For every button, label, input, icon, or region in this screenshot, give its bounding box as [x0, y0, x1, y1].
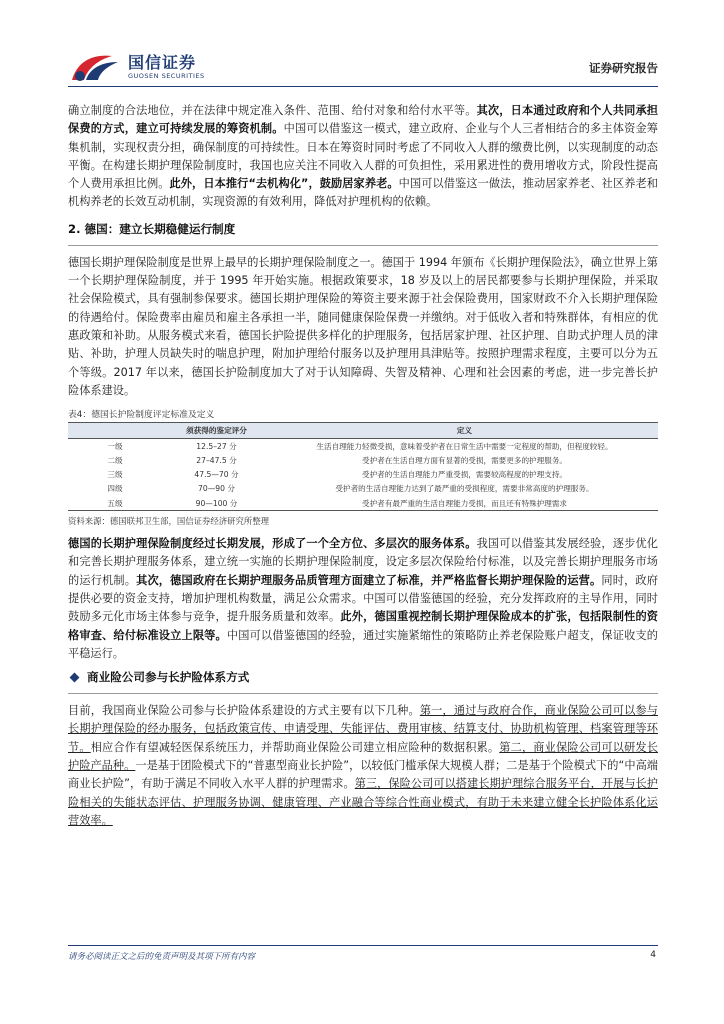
diamond-bullet-icon [70, 672, 80, 682]
table-cell: 27–47.5 分 [196, 455, 237, 465]
logo-chinese-name: 国信证券 [128, 53, 197, 72]
underlined-text: 第三，保险公司可以搭建长期护理综合服务平台，开展与长护险相关的失能状态评估、护理服务协调、健康管理、产业融合等综合性商业模式，有助于未来建立健全长护险体系化运营效率。 [68, 777, 658, 827]
bold-text: 德国的长期护理保险制度经过长期发展，形成了一个全方位、多层次的服务体系。 [68, 537, 477, 551]
text-span: 中国可以借鉴这一做法，推动居家养老、社区养老和机构养老的长效互动机制，实现资源的有效利用，降低对护理机构的依赖。 [68, 177, 658, 209]
table-title: 表4：德国长护险制度评定标准及定义 [68, 410, 215, 421]
table-header-cell [68, 423, 162, 439]
table-cell: 三级 [107, 470, 123, 480]
logo-english-name: GUOSEN SECURITIES [128, 72, 205, 80]
table-row [68, 453, 658, 467]
footer-divider [68, 945, 658, 946]
report-type-label: 证券研究报告 [589, 61, 658, 75]
table-cell: 12.5–27 分 [196, 441, 237, 451]
text-span: 确立制度的合法地位，并在法律中规定准入条件、范围、给付对象和给付水平等。 [68, 104, 477, 117]
company-logo [68, 48, 278, 86]
table-cell: 90—100 分 [162, 496, 271, 511]
table-cell: 受护者在生活自理方面有显著的受损，需要更多的护理服务。 [361, 455, 568, 465]
table-row [68, 468, 658, 482]
text-span: 我国可以借鉴其发展经验，逐步优化和完善长期护理服务体系，建立统一实施的长期护理保险制度，设定多层次保险给付标准，以及完善长期护理服务市场的运行机制。 [68, 537, 658, 587]
text-span: 相应合作有望减轻医保系统压力，并帮助商业保险公司建立相应险种的数据积累。 [90, 740, 500, 754]
table-cell: 受护者有最严重的生活自理能力受损，而且还有特殊护理需求 [271, 496, 658, 511]
table-row [68, 482, 658, 496]
germany-intro-paragraph: 德国长期护理保险制度是世界上最早的长期护理保险制度之一。德国于 1994 年颁布《长期护理保险法》，确立世界上第一个长期护理保险制度，并于 1995 年开始实施。根据政策要求，18 岁及以上的居民都要参与长期护理保险，并采取社会保险模式，具有强制参保要求。德国长期护理保险的筹资主要来源于社会保险费用，国家财政不介入长期护理保险的待遇给付。保险费率由雇员和雇主各承担一半，随同健康保险保费一并缴纳。对于低收入者和特殊群体，有相应的优惠政策和补助。从服务模式来看，德国长护险提供多样化的护理服务，包括居家护理、社区护理、自助式护理人员的津贴、补助，护理人员缺失时的喘息护理，附加护理给付服务以及护理用具津贴等。按照护理需求程度，主要可以分为五个等级。2017 年以来，德国长护险制度加大了对于认知障碍、失智及精神、心理和社会因素的考虑，进一步完善长护险体系建设。 [68, 255, 658, 397]
bold-text: 其次，德国政府在长期护理服务品质管理方面建立了标准，并严格监督长期护理保险的运营。 [136, 573, 602, 587]
table-cell: 二级 [107, 455, 123, 465]
bold-text: 其次，日本通过政府和个人共同承担保费的方式，建立可持续发展的筹资机制。 [68, 104, 658, 136]
commercial-insurance-paragraph [68, 702, 658, 830]
table-header-cell: 定义 [271, 423, 658, 439]
table-cell: 受护者的生活自理能力严重受损，需要较高程度的护理支持。 [361, 470, 568, 480]
table-header-cell: 须获得的鉴定评分 [162, 423, 271, 439]
main-content [68, 102, 658, 830]
germany-lessons-paragraph [68, 535, 658, 663]
underlined-text: 第一，通过与政府合作，商业保险公司可以参与长期护理保险的经办服务，包括政策宣传、申请受理、失能评估、费用审核、结算支付、协助机构管理、档案管理等环节。 [68, 704, 658, 754]
page-number: 4 [650, 950, 656, 960]
text-span: 中国可以借鉴德国的经验，通过实施紧缩性的策略防止养老保险账户超支，保证收支的平稳运行。 [68, 628, 658, 660]
table-cell: 五级 [68, 496, 162, 511]
table-cell: 70—90 分 [198, 484, 235, 494]
table-cell: 47.5—70 分 [194, 470, 239, 480]
section-heading-commercial-insurance [68, 669, 658, 685]
text-span: 一是基于团险模式下的“普惠型商业长护险”，以较低门槛承保大规模人群；二是基于个险模式下的“中高端商业长护险”，有助于满足不同收入水平人群的护理需求。 [68, 759, 658, 791]
text-span: 中国可以借鉴这一模式，建立政府、企业与个人三者相结合的多主体资金筹集机制，实现权责分担，确保制度的可持续性。日本在筹资时同时考虑了不同收入人群的缴费比例，以实现制度的动态平衡。在构建长期护理保险制度时，我国也应关注不同收入人群的可负担性，采用累进性的费用增收方式，阶段性提高个人费用承担比例。 [68, 122, 658, 191]
underlined-text: 第二，商业保险公司可以研发长护险产品种。 [68, 740, 658, 773]
header-divider [68, 86, 658, 87]
table-row [68, 439, 658, 454]
section-heading-germany: 2. 德国：建立长期稳健运行制度 [68, 221, 236, 236]
disclaimer-note: 请务必阅读正文之后的免责声明及其项下所有内容 [68, 952, 256, 962]
logo-mark-icon [68, 50, 122, 84]
table-cell: 一级 [107, 441, 123, 451]
bold-text: 此外，日本推行“去机构化”，鼓励居家养老。 [169, 177, 399, 191]
table-cell: 四级 [107, 484, 123, 494]
bold-text: 此外，德国重视控制长期护理保险成本的扩张，包括限制性的资格审查、给付标准设立上限等。 [68, 610, 658, 642]
table-cell: 受护者的生活自理能力达到了最严重的受损程度，需要非常高度的护理服务。 [335, 484, 594, 494]
japan-summary-paragraph [68, 102, 658, 212]
text-span: 目前，我国商业保险公司参与长护险体系建设的方式主要有以下几种。 [68, 704, 420, 718]
assessment-standard-table [68, 422, 658, 511]
table-source-note: 资料来源：德国联邦卫生部，国信证券经济研究所整理 [68, 516, 269, 527]
table-header-row [68, 423, 658, 439]
text-span: 同时，政府提供必要的资金支持，增加护理机构数量，满足公众需求。中国可以借鉴德国的经验，充分发挥政府的主导作用，同时鼓励多元化市场主体参与竞争，提升服务质量和效率。 [68, 573, 658, 624]
table-cell: 生活自理能力轻微受损，意味着受护者在日常生活中需要一定程度的帮助，但程度较轻。 [316, 441, 613, 451]
page-header [68, 48, 658, 86]
heading-text: 商业险公司参与长护险体系方式 [87, 670, 250, 685]
table-row [68, 496, 658, 511]
